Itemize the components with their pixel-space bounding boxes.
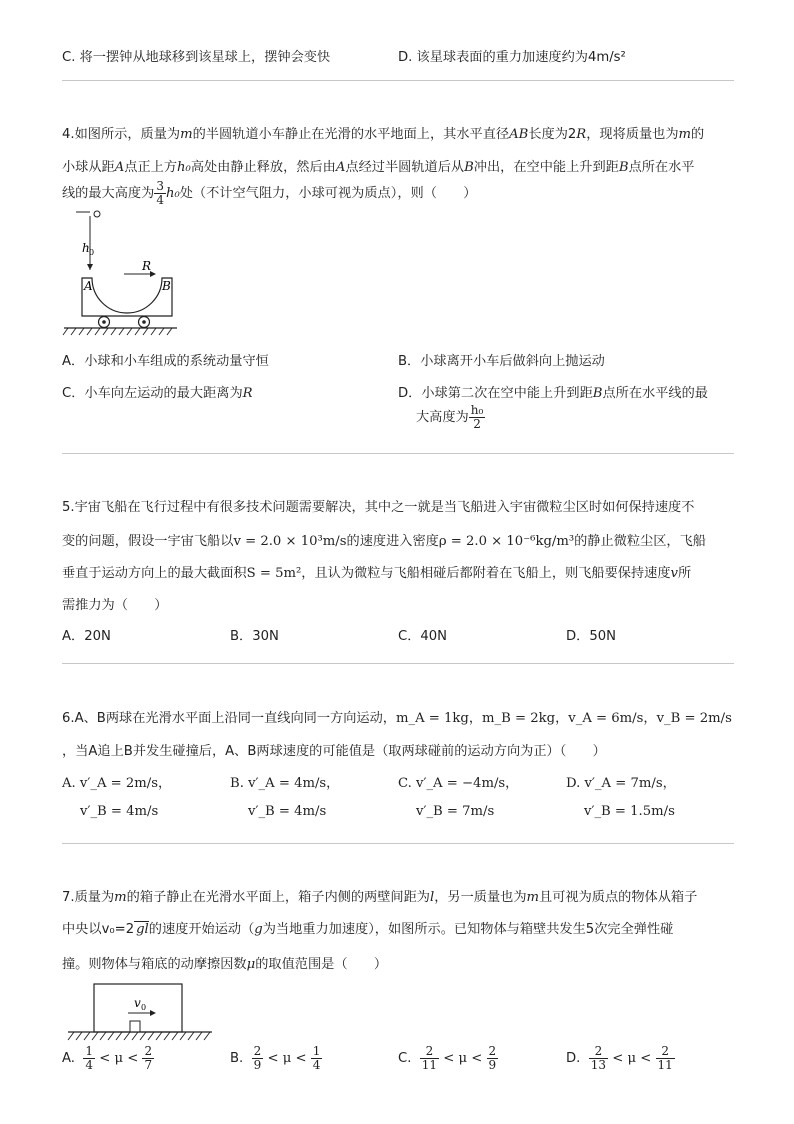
q4-option-b: B．小球离开小车后做斜向上抛运动	[398, 354, 605, 369]
q3-option-c: C. 将一摆钟从地球移到该星球上，摆钟会变快	[62, 50, 331, 65]
q7-option-d: D. $\frac{2}{13}$ < μ < $\frac{2}{11}$	[566, 1044, 673, 1072]
q4-option-d-line2: 大高度为 $\frac{\text{h₀}}{2}$	[416, 403, 484, 431]
q6-stem-line2: ，当A追上B并发生碰撞后，A、B两球速度的可能值是（取两球碰前的运动方向为正）（ ）	[62, 744, 606, 759]
q6-option-c-line1: C. v′_A = −4m/s，	[398, 776, 519, 791]
q3-option-d: D. 该星球表面的重力加速度约为4m/s²	[398, 50, 626, 65]
q6-option-c-line2: v′_B = 7m/s	[416, 804, 495, 819]
divider	[62, 453, 734, 454]
q4-option-c: C．小车向左运动的最大距离为R	[62, 386, 253, 401]
q7-option-b: B. $\frac{2}{9}$ < μ < $\frac{1}{4}$	[230, 1044, 321, 1072]
q7-stem-line1: 7.质量为m的箱子静止在光滑水平面上，箱子内侧的两壁间距为l，另一质量也为m且可视为质点的物体从箱子	[62, 890, 698, 905]
q4-stem-line3: 线的最大高度为 $\frac{3}{4}$ h₀处（不计空气阻力，小球可视为质点），则（ ）	[62, 179, 477, 207]
divider	[62, 80, 734, 81]
q5-option-b: B．30N	[230, 629, 279, 644]
small-block	[130, 1021, 140, 1032]
q6-option-a-line1: A. v′_A = 2m/s，	[62, 776, 172, 791]
q6-option-d-line2: v′_B = 1.5m/s	[584, 804, 675, 819]
q5-option-c: C．40N	[398, 629, 448, 644]
q6-option-d-line1: D. v′_A = 7m/s，	[566, 776, 676, 791]
fig-B-label: B	[162, 279, 171, 293]
q6-option-b-line1: B. v′_A = 4m/s，	[230, 776, 340, 791]
q7-stem-line2: 中央以v₀=2 gl的速度开始运动（g为当地重力加速度），如图所示。已知物体与箱壁共发生5次完全弹性碰	[62, 922, 674, 937]
q5-stem-line2: 变的问题，假设一宇宙飞船以v = 2.0 × 10³m/s的速度进入密度ρ = 2.0 × 10⁻⁶kg/m³的静止微粒尘区，飞船	[62, 534, 706, 549]
fraction-three-quarters: $\frac{3}{4}$	[156, 179, 164, 207]
q4-stem-line2: 小球从距A点正上方h₀高处由静止释放，然后由A点经过半圆轨道后从B冲出，在空中能上升到距B点所在水平	[62, 160, 695, 175]
divider	[62, 663, 734, 664]
fig-h0-sub: 0	[89, 248, 95, 257]
q7-option-c: C. $\frac{2}{11}$ < μ < $\frac{2}{9}$	[398, 1044, 497, 1072]
fig-v0-label: v	[134, 996, 141, 1010]
fraction-h0-over-2: $\frac{\text{h₀}}{2}$	[470, 403, 484, 431]
q7-option-a: A. $\frac{1}{4}$ < μ < $\frac{2}{7}$	[62, 1044, 153, 1072]
q6-option-a-line2: v′_B = 4m/s	[80, 804, 159, 819]
q4-option-a: A．小球和小车组成的系统动量守恒	[62, 354, 269, 369]
q4-cart-figure	[62, 208, 182, 338]
fig-v0-sub: 0	[141, 1003, 147, 1012]
q4-option-d-line1: D．小球第二次在空中能上升到距B点所在水平线的最	[398, 386, 708, 401]
divider	[62, 843, 734, 844]
q5-stem-line4: 需推力为（ ）	[62, 598, 168, 613]
fig-A-label: A	[84, 279, 93, 293]
fig-R-label: R	[142, 259, 152, 273]
sqrt-gl: gl	[136, 922, 149, 937]
cart-body	[82, 278, 172, 316]
q5-option-a: A．20N	[62, 629, 111, 644]
q6-option-b-line2: v′_B = 4m/s	[248, 804, 327, 819]
q6-stem-line1: 6.A、B两球在光滑水平面上沿同一直线向同一方向运动，m_A = 1kg，m_B = 2kg，v_A = 6m/s，v_B = 2m/s	[62, 711, 732, 726]
q4-stem-line1: 4.如图所示，质量为m的半圆轨道小车静止在光滑的水平地面上，其水平直径AB长度为2R，现将质量也为m的	[62, 127, 705, 142]
q5-stem-line3: 垂直于运动方向上的最大截面积S = 5m²，且认为微粒与飞船相碰后都附着在飞船上，则飞船要保持速度v所	[62, 566, 692, 581]
q5-stem-line1: 5.宇宙飞船在飞行过程中有很多技术问题需要解决，其中之一就是当飞船进入宇宙微粒尘区时如何保持速度不	[62, 500, 695, 515]
fig-h0-label: h	[82, 241, 90, 255]
q5-option-d: D．50N	[566, 629, 616, 644]
q7-box-figure	[62, 980, 218, 1046]
ball-icon	[94, 211, 100, 217]
q7-stem-line3: 撞。则物体与箱底的动摩擦因数μ的取值范围是（ ）	[62, 957, 388, 972]
